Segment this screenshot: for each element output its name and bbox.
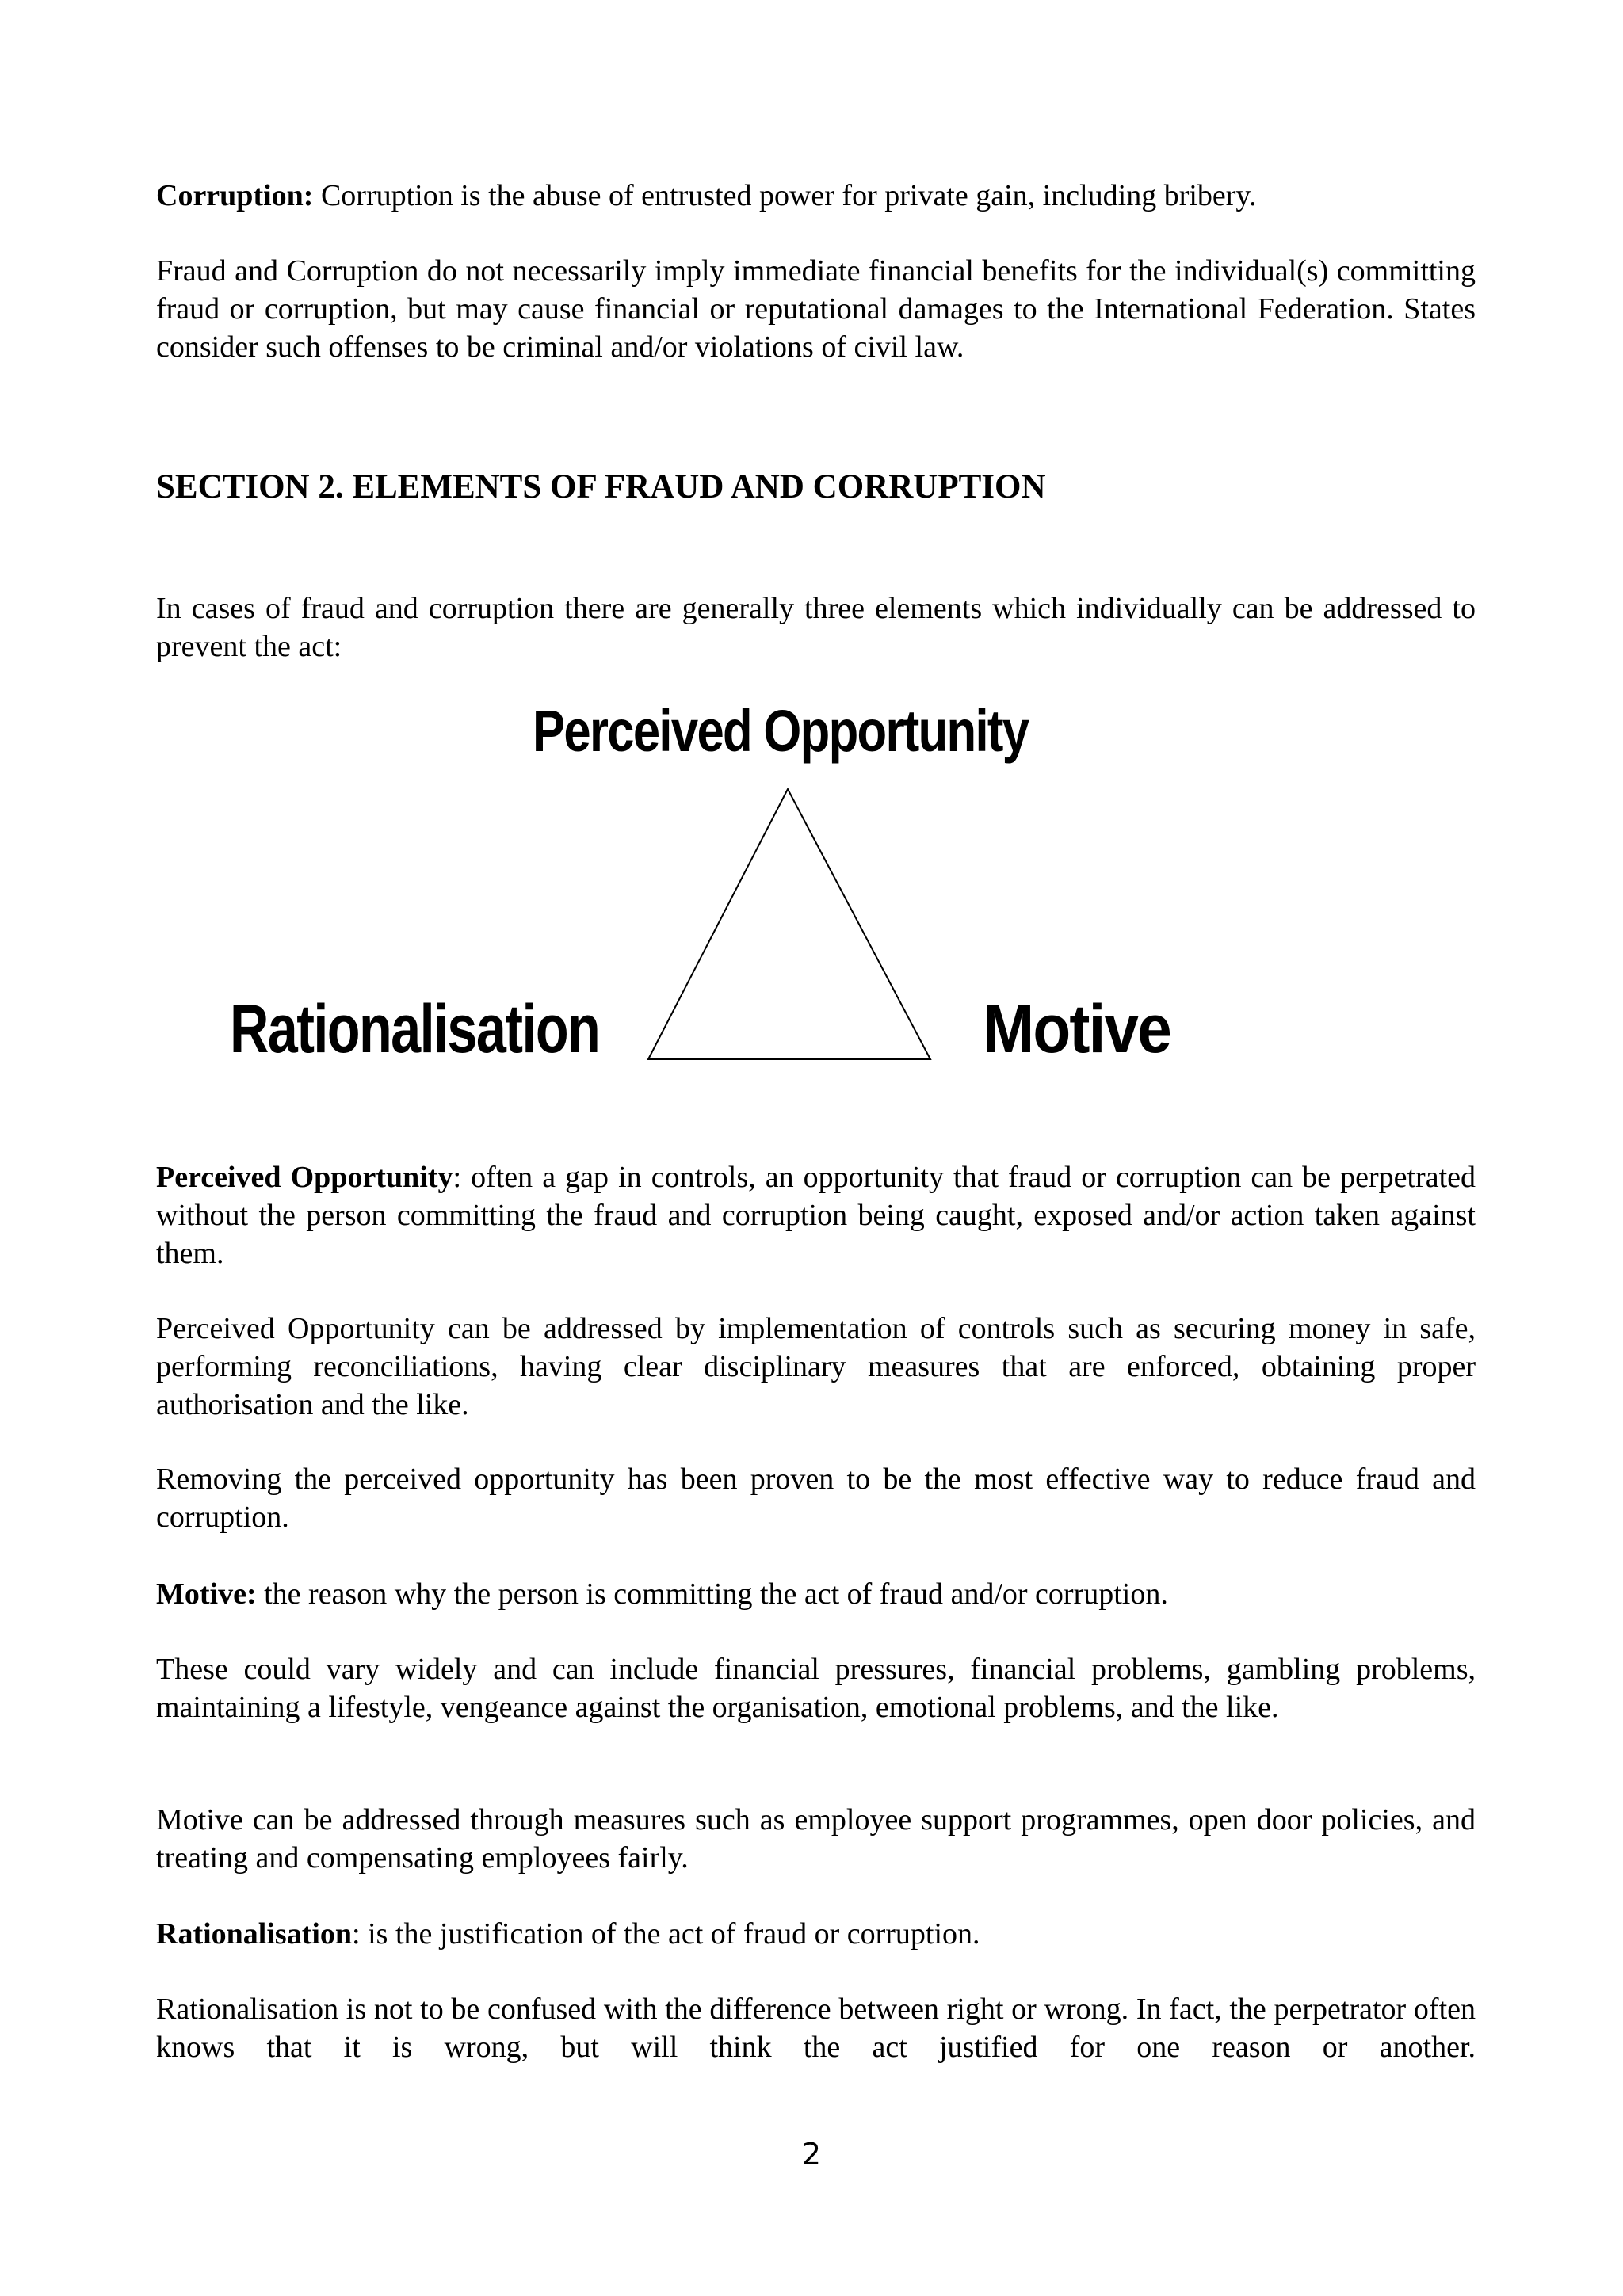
motive-term: Motive: bbox=[156, 1577, 257, 1611]
motive-text: the reason why the person is committing the act of fraud and/or corruption. bbox=[256, 1577, 1168, 1611]
diagram-label-motive: Motive bbox=[983, 991, 1170, 1067]
motive-examples: These could vary widely and can include financial pressures, financial problems, gambling problems, maintaining a lifestyle, vengeance against the organisation, emotional problems, and the like. bbox=[156, 1653, 1476, 1724]
diagram-label-perceived-opportunity: Perceived Opportunity bbox=[533, 698, 1029, 764]
page-number: 2 bbox=[801, 2137, 822, 2172]
rationalisation-definition bbox=[156, 1915, 1476, 1953]
rationalisation-explanation: Rationalisation is not to be confused with the difference between right or wrong. In fact, the perpetrator often knows that it is wrong, but will think the act justified for one reason or another. bbox=[156, 1993, 1476, 2064]
perceived-opportunity-addressed: Perceived Opportunity can be addressed by implementation of controls such as securing money in safe, performing reconciliations, having clear disciplinary measures that are enforced, obtaining proper authorisation and the like. bbox=[156, 1312, 1476, 1421]
corruption-text: Corruption is the abuse of entrusted power for private gain, including bribery. bbox=[313, 179, 1257, 212]
perceived-opportunity-definition bbox=[156, 1158, 1476, 1272]
rationalisation-term: Rationalisation bbox=[156, 1917, 353, 1951]
perceived-opportunity-text: : often a gap in controls, an opportunity that fraud or corruption can be perpetrated without the person committing the fraud and corruption being caught, exposed and/or action taken against them. bbox=[156, 1161, 1476, 1270]
section-intro: In cases of fraud and corruption there are generally three elements which individually can be addressed to prevent the act: bbox=[156, 592, 1476, 663]
diagram-label-rationalisation: Rationalisation bbox=[230, 991, 600, 1067]
fraud-corruption-paragraph: Fraud and Corruption do not necessarily imply immediate financial benefits for the individual(s) committing fraud or corruption, but may cause financial or reputational damages to the International Federation. States consider such offenses to be criminal and/or violations of civil law. bbox=[156, 254, 1476, 364]
motive-addressed: Motive can be addressed through measures such as employee support programmes, open door policies, and treating and compensating employees fairly. bbox=[156, 1803, 1476, 1875]
corruption-definition bbox=[156, 177, 1476, 215]
motive-definition bbox=[156, 1575, 1476, 1613]
rationalisation-text: : is the justification of the act of fraud or corruption. bbox=[352, 1917, 980, 1951]
perceived-opportunity-term: Perceived Opportunity bbox=[156, 1161, 453, 1194]
corruption-term: Corruption: bbox=[156, 179, 314, 212]
triangle-shape bbox=[642, 784, 943, 1070]
section-heading: SECTION 2. ELEMENTS OF FRAUD AND CORRUPTION bbox=[156, 468, 1046, 505]
perceived-opportunity-removing: Removing the perceived opportunity has been proven to be the most effective way to reduce fraud and corruption. bbox=[156, 1463, 1476, 1534]
triangle-outline bbox=[648, 789, 930, 1059]
